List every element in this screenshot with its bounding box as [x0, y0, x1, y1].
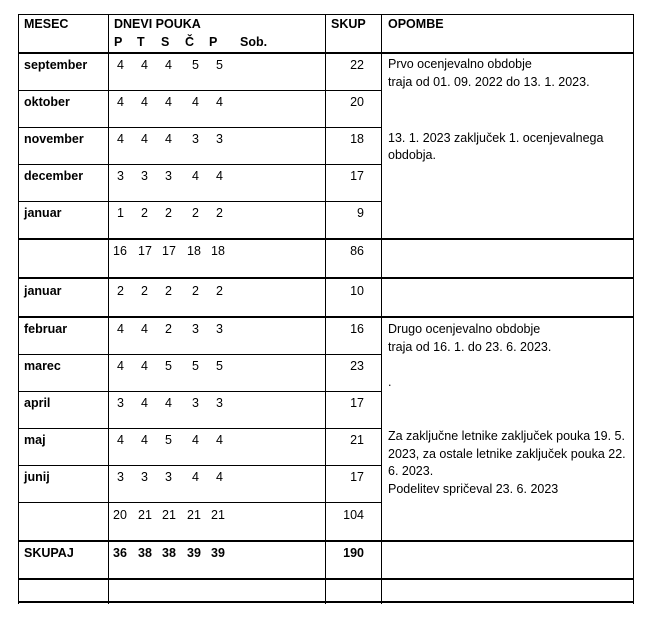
day-count-subtotal2-0: 20 [113, 508, 127, 522]
day-count-marec-2: 5 [165, 359, 172, 373]
day-count-januar2-0: 2 [117, 284, 124, 298]
note-first-period-title: Prvo ocenjevalno obdobje [388, 57, 532, 71]
note-second-period-dates: traja od 16. 1. do 23. 6. 2023. [388, 340, 552, 354]
day-count-marec-0: 4 [117, 359, 124, 373]
row-rule [18, 391, 382, 392]
sum-maj: 21 [350, 433, 364, 447]
header-dnevi-pouka: DNEVI POUKA [114, 17, 201, 31]
header-skup: SKUP [331, 17, 366, 31]
month-december: december [24, 169, 84, 183]
day-count-september-3: 5 [192, 58, 199, 72]
sum-januar2: 10 [350, 284, 364, 298]
day-count-september-0: 4 [117, 58, 124, 72]
day-count-oktober-0: 4 [117, 95, 124, 109]
sum-subtotal1: 86 [350, 244, 364, 258]
day-count-januar2-3: 2 [192, 284, 199, 298]
header-day-s: S [161, 35, 170, 49]
day-count-marec-3: 5 [192, 359, 199, 373]
day-count-september-1: 4 [141, 58, 148, 72]
day-count-oktober-1: 4 [141, 95, 148, 109]
day-count-junij-2: 3 [165, 470, 172, 484]
sum-december: 17 [350, 169, 364, 183]
day-count-december-0: 3 [117, 169, 124, 183]
month-februar: februar [24, 322, 68, 336]
day-count-maj-2: 5 [165, 433, 172, 447]
day-count-oktober-2: 4 [165, 95, 172, 109]
row-rule [18, 201, 382, 202]
day-count-oktober-3: 4 [192, 95, 199, 109]
day-count-skupaj-2: 38 [162, 546, 176, 560]
day-count-januar1-3: 2 [192, 206, 199, 220]
sum-april: 17 [350, 396, 364, 410]
month-april: april [24, 396, 51, 410]
day-count-januar1-4: 2 [216, 206, 223, 220]
note-final-year-end: Za zaključne letnike zaključek pouka 19. 5. 2023, za ostale letnike zaključek pouka 22. 6. 2023. [388, 429, 626, 478]
month-november: november [24, 132, 84, 146]
day-count-junij-3: 4 [192, 470, 199, 484]
month-maj: maj [24, 433, 46, 447]
sum-februar: 16 [350, 322, 364, 336]
day-count-september-4: 5 [216, 58, 223, 72]
day-count-subtotal1-0: 16 [113, 244, 127, 258]
day-count-april-0: 3 [117, 396, 124, 410]
row-rule [18, 164, 382, 165]
month-september: september [24, 58, 88, 72]
day-count-subtotal2-3: 21 [187, 508, 201, 522]
day-count-januar1-1: 2 [141, 206, 148, 220]
column-divider [325, 14, 326, 604]
row-rule [18, 354, 382, 355]
day-count-subtotal2-2: 21 [162, 508, 176, 522]
day-count-januar1-2: 2 [165, 206, 172, 220]
sum-oktober: 20 [350, 95, 364, 109]
sum-november: 18 [350, 132, 364, 146]
section-rule [18, 316, 634, 318]
day-count-junij-4: 4 [216, 470, 223, 484]
day-count-april-1: 4 [141, 396, 148, 410]
day-count-februar-0: 4 [117, 322, 124, 336]
day-count-subtotal1-4: 18 [211, 244, 225, 258]
sum-junij: 17 [350, 470, 364, 484]
day-count-november-1: 4 [141, 132, 148, 146]
note-first-period-end: 13. 1. 2023 zaključek 1. ocenjevalnega obdobja. [388, 131, 604, 162]
day-count-maj-3: 4 [192, 433, 199, 447]
day-count-skupaj-1: 38 [138, 546, 152, 560]
day-count-november-3: 3 [192, 132, 199, 146]
day-count-november-2: 4 [165, 132, 172, 146]
sum-subtotal2: 104 [343, 508, 364, 522]
day-count-november-0: 4 [117, 132, 124, 146]
day-count-oktober-4: 4 [216, 95, 223, 109]
day-count-april-3: 3 [192, 396, 199, 410]
sum-januar1: 9 [357, 206, 364, 220]
day-count-januar1-0: 1 [117, 206, 124, 220]
note-dot: . [388, 375, 392, 389]
column-divider [381, 14, 382, 604]
day-count-junij-1: 3 [141, 470, 148, 484]
day-count-subtotal1-3: 18 [187, 244, 201, 258]
header-mesec: MESEC [24, 17, 69, 31]
day-count-december-1: 3 [141, 169, 148, 183]
month-junij: junij [24, 470, 50, 484]
day-count-januar2-4: 2 [216, 284, 223, 298]
row-rule [18, 502, 382, 503]
header-rule [18, 52, 634, 54]
header-day-p2: P [209, 35, 218, 49]
sum-september: 22 [350, 58, 364, 72]
day-count-november-4: 3 [216, 132, 223, 146]
header-day-sob: Sob. [240, 35, 268, 49]
day-count-december-2: 3 [165, 169, 172, 183]
day-count-april-4: 3 [216, 396, 223, 410]
day-count-januar2-1: 2 [141, 284, 148, 298]
month-marec: marec [24, 359, 61, 373]
month-oktober: oktober [24, 95, 70, 109]
header-day-c: Č [185, 35, 195, 49]
column-divider [108, 14, 109, 604]
day-count-subtotal2-1: 21 [138, 508, 152, 522]
row-rule [18, 428, 382, 429]
day-count-februar-3: 3 [192, 322, 199, 336]
sum-marec: 23 [350, 359, 364, 373]
day-count-subtotal2-4: 21 [211, 508, 225, 522]
section-rule [18, 540, 634, 542]
day-count-september-2: 4 [165, 58, 172, 72]
day-count-marec-4: 5 [216, 359, 223, 373]
table-border-right [633, 14, 634, 604]
day-count-marec-1: 4 [141, 359, 148, 373]
header-opombe: OPOMBE [388, 17, 444, 31]
header-day-t: T [137, 35, 145, 49]
header-day-p: P [114, 35, 123, 49]
day-count-april-2: 4 [165, 396, 172, 410]
day-count-december-3: 4 [192, 169, 199, 183]
month-januar-1: januar [24, 206, 62, 220]
day-count-maj-1: 4 [141, 433, 148, 447]
day-count-februar-1: 4 [141, 322, 148, 336]
day-count-januar2-2: 2 [165, 284, 172, 298]
section-rule [18, 578, 634, 580]
sum-skupaj: 190 [343, 546, 364, 560]
note-certificates: Podelitev spričeval 23. 6. 2023 [388, 482, 559, 496]
day-count-subtotal1-2: 17 [162, 244, 176, 258]
row-rule [18, 90, 382, 91]
day-count-subtotal1-1: 17 [138, 244, 152, 258]
day-count-skupaj-0: 36 [113, 546, 127, 560]
row-rule [18, 465, 382, 466]
note-first-period-dates: traja od 01. 09. 2022 do 13. 1. 2023. [388, 75, 590, 89]
day-count-skupaj-3: 39 [187, 546, 201, 560]
note-second-period-title: Drugo ocenjevalno obdobje [388, 322, 541, 336]
table-border-left [18, 14, 19, 604]
section-rule [18, 238, 634, 240]
day-count-februar-2: 2 [165, 322, 172, 336]
day-count-maj-4: 4 [216, 433, 223, 447]
day-count-februar-4: 3 [216, 322, 223, 336]
row-rule [18, 127, 382, 128]
month-januar-2: januar [24, 284, 62, 298]
month-skupaj: SKUPAJ [24, 546, 74, 560]
day-count-junij-0: 3 [117, 470, 124, 484]
table-border-top [18, 14, 634, 15]
day-count-skupaj-4: 39 [211, 546, 225, 560]
table-border-bottom [18, 601, 634, 603]
section-rule [18, 277, 634, 279]
day-count-december-4: 4 [216, 169, 223, 183]
day-count-maj-0: 4 [117, 433, 124, 447]
